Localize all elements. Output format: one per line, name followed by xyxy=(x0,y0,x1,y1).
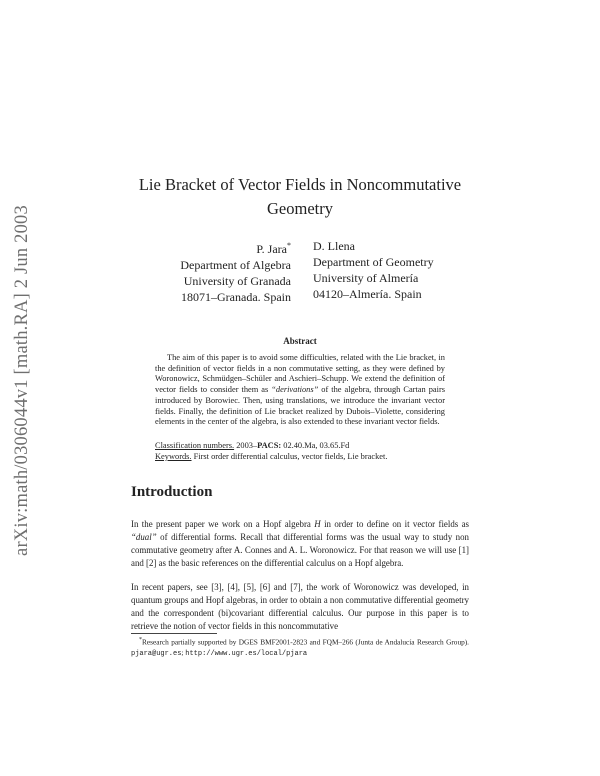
footnote-marker: * xyxy=(139,637,143,643)
classification-label: Classification numbers. xyxy=(155,441,235,450)
pacs-label: PACS: xyxy=(257,441,282,450)
classification-line: Classification numbers. 2003–PACS: 02.40.Ma, 03.65.Fd xyxy=(155,441,350,450)
footnote-divider xyxy=(131,633,217,634)
footnote-marker: * xyxy=(287,241,291,250)
introduction-paragraph-1: In the present paper we work on a Hopf algebra H in order to define on it vector fields as “dual” of differential forms. Recall that differential forms was the usual way to study non commutative geometry after A. Connes and A. L. Woronowicz. For that reason we will use [1] and [2] as the basic references on the differential calculus on a Hopf algebra. xyxy=(131,519,469,568)
math-symbol-h: H xyxy=(314,519,321,529)
author-department: Department of Algebra xyxy=(180,258,291,272)
author-university: University of Almería xyxy=(313,271,419,285)
author-city: 18071–Granada. Spain xyxy=(181,290,291,304)
author-university: University of Granada xyxy=(183,274,291,288)
author-city: 04120–Almería. Spain xyxy=(313,287,422,301)
abstract-emphasis: “derivations” xyxy=(271,385,319,395)
abstract-heading: Abstract xyxy=(283,336,317,346)
author-block-llena xyxy=(313,238,443,302)
arxiv-identifier: arXiv:math/0306044v1 [math.RA] 2 Jun 2003 xyxy=(11,204,32,556)
keywords-label: Keywords. xyxy=(155,452,192,461)
abstract-text: The aim of this paper is to avoid some difficulties, related with the Lie bracket, in the definition of vector fields in a non commutative setting, as they were defined by Woronowicz, Schmüdgen–Schüler and Aschieri–Schupp. We extend the definition of vector fields to consider them as “derivations” of the algebra, through Cartan pairs introduced by Borowiec. Then, using translations, we introduce the invariant vector fields. Finally, the definition of Lie bracket realized by Dubois–Violette, considering elements in the center of the algebra, is also extended to these invariant vector fields. xyxy=(155,353,445,427)
arxiv-side-stamp xyxy=(4,150,40,610)
pacs-values: 02.40.Ma, 03.65.Fd xyxy=(281,441,350,450)
author-block-jara xyxy=(176,238,291,305)
author-department: Department of Geometry xyxy=(313,255,434,269)
footnote: *Research partially supported by DGES BMF2001-2823 and FQM–266 (Junta de Andalucía Research Group). pjara@ugr.es; http://www.ugr.es/local/pjara xyxy=(131,637,469,658)
title-line-2: Geometry xyxy=(267,199,333,218)
introduction-paragraph-2: In recent papers, see [3], [4], [5], [6] and [7], the work of Woronowicz was developed, in quantum groups and Hopf algebras, in order to obtain a non commutative differential geometry and the correspondent (bi)covariant differential calculus. Our purpose in this paper is to retrieve the notion of vector fields in this noncommutative xyxy=(131,582,469,631)
keywords-line xyxy=(155,452,455,463)
author-name: D. Llena xyxy=(313,239,355,253)
paper-title xyxy=(130,173,470,221)
author-email: pjara@ugr.es xyxy=(131,649,182,658)
author-name: P. Jara* xyxy=(256,241,291,256)
keywords-values: First order differential calculus, vector fields, Lie bracket. xyxy=(191,452,388,461)
author-homepage-url: http://www.ugr.es/local/pjara xyxy=(185,649,308,658)
dual-emphasis: “dual” xyxy=(131,531,157,542)
title-line-1: Lie Bracket of Vector Fields in Noncommutative xyxy=(138,175,462,194)
section-heading-introduction: Introduction xyxy=(131,484,213,500)
